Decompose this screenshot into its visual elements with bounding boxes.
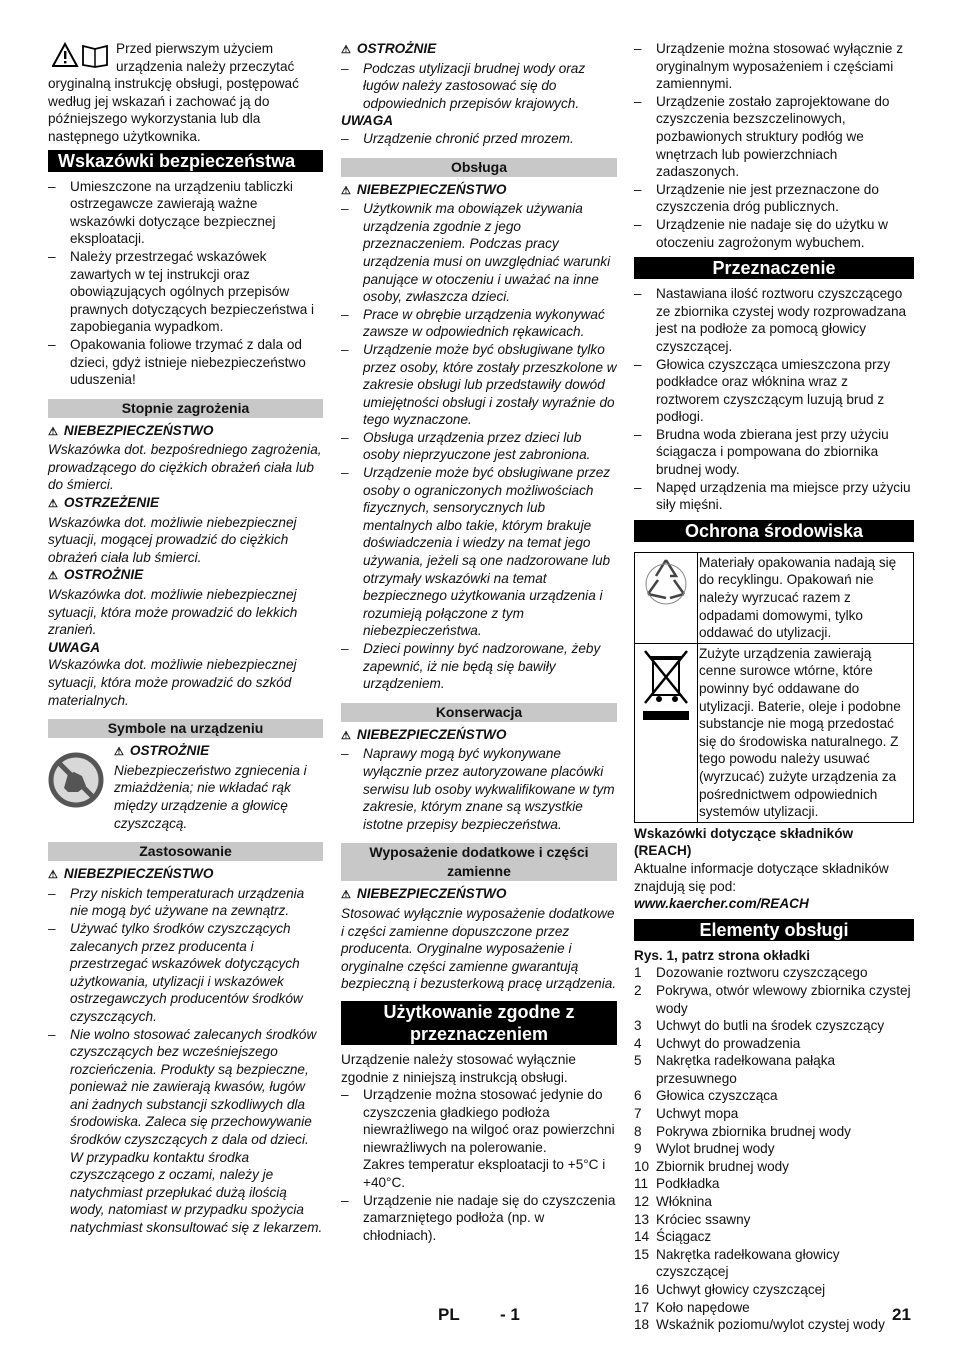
list-item: – Obsługa urządzenia przez dzieci lub osoby nieprzyuczone jest zabroniona. bbox=[341, 429, 617, 464]
reach-link[interactable]: www.kaercher.com/REACH bbox=[634, 896, 809, 912]
controls-list bbox=[634, 964, 914, 1333]
reach-title: Wskazówki dotyczące składników (REACH) bbox=[634, 825, 854, 859]
section-title-intended-use: Użytkowanie zgodne z przeznaczeniem bbox=[341, 1001, 617, 1045]
column-1 bbox=[48, 40, 323, 1237]
list-item: – Głowica czyszcząca umieszczona przy podkładce oraz włóknina wraz z roztworem czyszczącym luzują brud z podłogi. bbox=[634, 356, 914, 426]
hazard-label: NIEBEZPIECZEŃSTWO bbox=[63, 422, 214, 438]
section-title-controls: Elementy obsługi bbox=[634, 919, 914, 941]
hazard-text: Wskazówka dot. bezpośredniego zagrożenia, prowadzącego do ciężkich obrażeń ciała lub do śmierci. bbox=[48, 442, 322, 493]
maintenance-list bbox=[341, 745, 617, 833]
control-item: 16 Uchwyt głowicy czyszczącej bbox=[634, 1282, 826, 1297]
hazard-label: OSTROŻNIE bbox=[63, 567, 144, 583]
control-item: 7 Uchwyt mopa bbox=[634, 1106, 739, 1122]
list-item: – Należy przestrzegać wskazówek zawartych w tej instrukcji oraz obowiązujących ogólnych przepisów prawnych dotyczących bezpieczeństwa i zapobiegania wypadkom. bbox=[48, 248, 323, 336]
list-item: – Naprawy mogą być wykonywane wyłącznie przez autoryzowane placówki serwisu lub osoby wykwalifikowane w tym zakresie, którym znane są wszystkie istotne przepisy bezpieczeństwa. bbox=[341, 745, 617, 833]
warning-icon: ⚠ bbox=[341, 184, 351, 197]
uwaga-label: UWAGA bbox=[48, 639, 101, 655]
list-item: – Urządzenie chronić przed mrozem. bbox=[341, 130, 617, 148]
disposal-list bbox=[341, 60, 617, 113]
list-item: – Nastawiana ilość roztworu czyszczącego ze zbiornika czystej wody rozprowadzana jest na podłoże za pomocą głowicy czyszczącej. bbox=[634, 285, 914, 355]
list-item: – Prace w obrębie urządzenia wykonywać zawsze w odpowiednich rękawicach. bbox=[341, 306, 617, 341]
list-item: – Nie wolno stosować zalecanych środków czyszczących bez wcześniejszego rozcieńczenia. Produkty są bezpieczne, ponieważ nie zawierają kwasów, ługów ani żadnych substancji szkodliwych dla środowiska. Zaleca się przechowywanie środków czyszczących z dala od dzieci. W przypadku kontaktu środka czyszczącego z oczami, należy je natychmiast przepłukać dużą ilością wody, natomiast w przypadku spożycia natychmiast skonsultować się z lekarzem. bbox=[48, 1026, 323, 1237]
no-hands-icon bbox=[48, 742, 114, 832]
list-item: – Urządzenie zostało zaprojektowane do czyszczenia bezszczelinowych, pozbawionych struktury podłóg we wnętrzach lub powierzchniach zadaszonych. bbox=[634, 93, 914, 181]
warning-icon: ⚠ bbox=[341, 729, 351, 742]
op-label: NIEBEZPIECZEŃSTWO bbox=[356, 181, 507, 197]
warning-icon: ⚠ bbox=[341, 889, 351, 902]
control-item: 4 Uchwyt do prowadzenia bbox=[634, 1035, 801, 1051]
hazard-levels bbox=[48, 422, 323, 639]
subsection-title-hazard: Stopnie zagrożenia bbox=[48, 399, 323, 418]
subsection-title-symbols: Symbole na urządzeniu bbox=[48, 719, 323, 738]
footer-subpage: - 1 bbox=[500, 1305, 520, 1324]
control-item: 9 Wylot brudnej wody bbox=[634, 1141, 775, 1157]
control-item: 14 Ściągacz bbox=[634, 1229, 712, 1245]
hazard-text: Wskazówka dot. możliwie niebezpiecznej sytuacji, mogącej prowadzić do ciężkich obrażeń ciała lub śmierci. bbox=[48, 514, 297, 565]
control-item: 12 Włóknina bbox=[634, 1194, 712, 1210]
intended-intro: Urządzenie należy stosować wyłącznie zgodnie z niniejszą instrukcją obsługi. bbox=[341, 1051, 576, 1085]
list-item: – Urządzenie nie nadaje się do czyszczenia zamarzniętego podłoża (np. w chłodniach). bbox=[341, 1192, 617, 1245]
list-item: – Brudna woda zbierana jest przy użyciu ściągacza i pompowana do zbiornika brudnej wody. bbox=[634, 426, 914, 479]
list-item: – Urządzenie nie nadaje się do użytku w otoczeniu zagrożonym wybuchem. bbox=[634, 216, 914, 251]
symbols-label: OSTROŻNIE bbox=[129, 743, 210, 759]
control-item: 1 Dozowanie roztworu czyszczącego bbox=[634, 965, 868, 981]
section-title-environment: Ochrona środowiska bbox=[634, 520, 914, 542]
warning-icon: ⚠ bbox=[48, 425, 58, 438]
control-item: 15 Nakrętka radełkowana głowicy czyszczącej bbox=[634, 1246, 840, 1280]
purpose-list bbox=[634, 285, 914, 514]
section-title-safety: Wskazówki bezpieczeństwa bbox=[48, 150, 323, 172]
list-item: – Urządzenie można stosować jedynie do czyszczenia gładkiego podłoża niewrażliwego na wilgoć oraz powierzchni niewrażliwych na polerowanie. Zakres temperatur eksploatacji to +5°C i +40°C. bbox=[341, 1086, 617, 1192]
control-item: 8 Pokrywa zbiornika brudnej wody bbox=[634, 1123, 851, 1139]
acc-label: NIEBEZPIECZEŃSTWO bbox=[356, 886, 507, 902]
environment-table bbox=[634, 552, 914, 823]
intended-list-cont bbox=[634, 40, 914, 251]
top-label: OSTROŻNIE bbox=[356, 41, 437, 56]
env-devices-text: Zużyte urządzenia zawierają cenne surowce wtórne, które powinny być oddawane do utylizacji. Baterie, oleje i podobne substancje nie mogą przedostać się do środowiska naturalnego. Z tego powodu należy usuwać (wyrzucać) zużyte urządzenia za pośrednictwem odpowiednich systemów utylizacji. bbox=[698, 643, 914, 822]
list-item: – Dzieci powinny być nadzorowane, żeby zapewnić, iż nie będą się bawiły urządzeniem. bbox=[341, 640, 617, 693]
maint-label: NIEBEZPIECZEŃSTWO bbox=[356, 726, 507, 742]
use-label: NIEBEZPIECZEŃSTWO bbox=[63, 866, 214, 882]
control-item: 5 Nakrętka radełkowana pałąka przesuwnego bbox=[634, 1053, 836, 1086]
use-list bbox=[48, 885, 323, 1237]
warning-icon: ⚠ bbox=[48, 869, 58, 882]
acc-text: Stosować wyłącznie wyposażenie dodatkowe i części zamienne dopuszczone przez producenta. Oryginalne wyposażenie i oryginalne części zamienne gwarantują bezpieczną i bezusterkową pracę urządzenia. bbox=[341, 905, 617, 992]
warning-icon: ⚠ bbox=[341, 44, 351, 56]
control-item: 6 Głowica czyszcząca bbox=[634, 1088, 778, 1104]
intended-list bbox=[341, 1086, 617, 1244]
control-item: 18 Wskaźnik poziomu/wylot czystej wody bbox=[634, 1317, 885, 1333]
intro-text: Przed pierwszym użyciem urządzenia należy przeczytać oryginalną instrukcję obsługi, postępować według jej wskazań i zachować ją do późniejszego wykorzystania lub dla następnego użytkownika. bbox=[48, 41, 299, 144]
control-item: 2 Pokrywa, otwór wlewowy zbiornika czystej wody bbox=[634, 982, 911, 1016]
symbols-text: Niebezpieczeństwo zgniecenia i zmiażdżenia; nie wkładać rąk między urządzenie a głowicę czyszczącą. bbox=[114, 762, 307, 831]
hazard-label: OSTRZEŻENIE bbox=[63, 495, 160, 511]
control-item: 3 Uchwyt do butli na środek czyszczący bbox=[634, 1018, 885, 1034]
subsection-title-use: Zastosowanie bbox=[48, 842, 323, 861]
list-item: – Urządzenie nie jest przeznaczone do czyszczenia dróg publicznych. bbox=[634, 181, 914, 216]
list-item: – Urządzenie można stosować wyłącznie z oryginalnym wyposażeniem i częściami zamiennymi. bbox=[634, 40, 914, 93]
reach-text: Aktualne informacje dotyczące składników znajdują się pod: bbox=[634, 860, 889, 894]
symbols-block: ⚠ OSTROŻNIE Niebezpieczeństwo zgniecenia i zmiażdżenia; nie wkładać rąk między urządzenie a głowicę czyszczącą. bbox=[48, 742, 323, 832]
subsection-title-accessories: Wyposażenie dodatkowe i części zamienne bbox=[341, 843, 617, 881]
list-item: – Używać tylko środków czyszczących zalecanych przez producenta i przestrzegać wskazówek dotyczących użytkowania, utylizacji i wskazówek ostrzegawczych producentów środków czyszczących. bbox=[48, 920, 323, 1026]
control-item: 17 Koło napędowe bbox=[634, 1299, 750, 1315]
warning-icon: ⚠ bbox=[48, 570, 58, 583]
control-item: 10 Zbiornik brudnej wody bbox=[634, 1158, 789, 1174]
footer-page-number: 21 bbox=[892, 1305, 911, 1324]
column-2 bbox=[341, 40, 617, 1244]
list-item: – Użytkownik ma obowiązek używania urządzenia zgodnie z jego przeznaczeniem. Podczas pracy urządzenia musi on uwzględniać warunki panujące w otoczeniu i uważać na inne osoby, zwłaszcza dzieci. bbox=[341, 200, 617, 306]
control-item: 13 Króciec ssawny bbox=[634, 1211, 751, 1227]
operation-list bbox=[341, 200, 617, 693]
warning-manual-icon bbox=[52, 42, 110, 73]
list-item: – Urządzenie może być obsługiwane przez osoby o ograniczonych możliwościach fizycznych, sensorycznych lub mentalnych albo takie, którym brakuje doświadczenia i wiedzy na temat jego używania, jeżeli są one nadzorowane lub otrzymały wskazówki na temat bezpiecznego użytkowania urządzenia i rozumieją połączone z tym niebezpieczeństwa. bbox=[341, 464, 617, 640]
intro-block bbox=[48, 40, 323, 146]
list-item: – Przy niskich temperaturach urządzenia nie mogą być używane na zewnątrz. bbox=[48, 885, 323, 920]
controls-ref: Rys. 1, patrz strona okładki bbox=[634, 947, 811, 963]
subsection-title-maintenance: Konserwacja bbox=[341, 703, 617, 722]
footer-language: PL bbox=[438, 1305, 460, 1324]
list-item: – Umieszczone na urządzeniu tabliczki ostrzegawcze zawierają ważne wskazówki dotyczące bezpiecznej eksploatacji. bbox=[48, 178, 323, 248]
subsection-title-operation: Obsługa bbox=[341, 158, 617, 177]
list-item: – Urządzenie może być obsługiwane tylko przez osoby, które zostały przeszkolone w zakresie obsługi lub przedstawiły dowód umiejętności obsługi i zostały wyraźnie do tego wyznaczone. bbox=[341, 341, 617, 429]
list-item: – Napęd urządzenia ma miejsce przy użyciu siły mięśni. bbox=[634, 479, 914, 514]
uwaga-text: Wskazówka dot. możliwie niebezpiecznej sytuacji, która może prowadzić do szkód materialnych. bbox=[48, 657, 297, 708]
frost-list bbox=[341, 130, 617, 148]
hazard-text: Wskazówka dot. możliwie niebezpiecznej sytuacji, która może prowadzić do lekkich zranień. bbox=[48, 587, 298, 638]
top-uwaga-label: UWAGA bbox=[341, 113, 394, 129]
section-title-purpose: Przeznaczenie bbox=[634, 257, 914, 279]
crossed-bin-icon bbox=[639, 713, 693, 728]
list-item: – Podczas utylizacji brudnej wody oraz ługów należy zastosować się do odpowiednich przepisów krajowych. bbox=[341, 60, 617, 113]
env-packaging-text: Materiały opakowania nadają się do recyklingu. Opakowań nie należy wyrzucać razem z odpadami domowymi, tylko oddawać do utylizacji. bbox=[698, 552, 914, 643]
recycle-icon bbox=[640, 598, 692, 613]
column-3 bbox=[634, 40, 914, 1334]
safety-list bbox=[48, 178, 323, 389]
control-item: 11 Podkładka bbox=[634, 1176, 720, 1192]
warning-icon: ⚠ bbox=[48, 498, 58, 511]
list-item: – Opakowania foliowe trzymać z dala od dzieci, gdyż istnieje niebezpieczeństwo uduszenia! bbox=[48, 336, 323, 389]
